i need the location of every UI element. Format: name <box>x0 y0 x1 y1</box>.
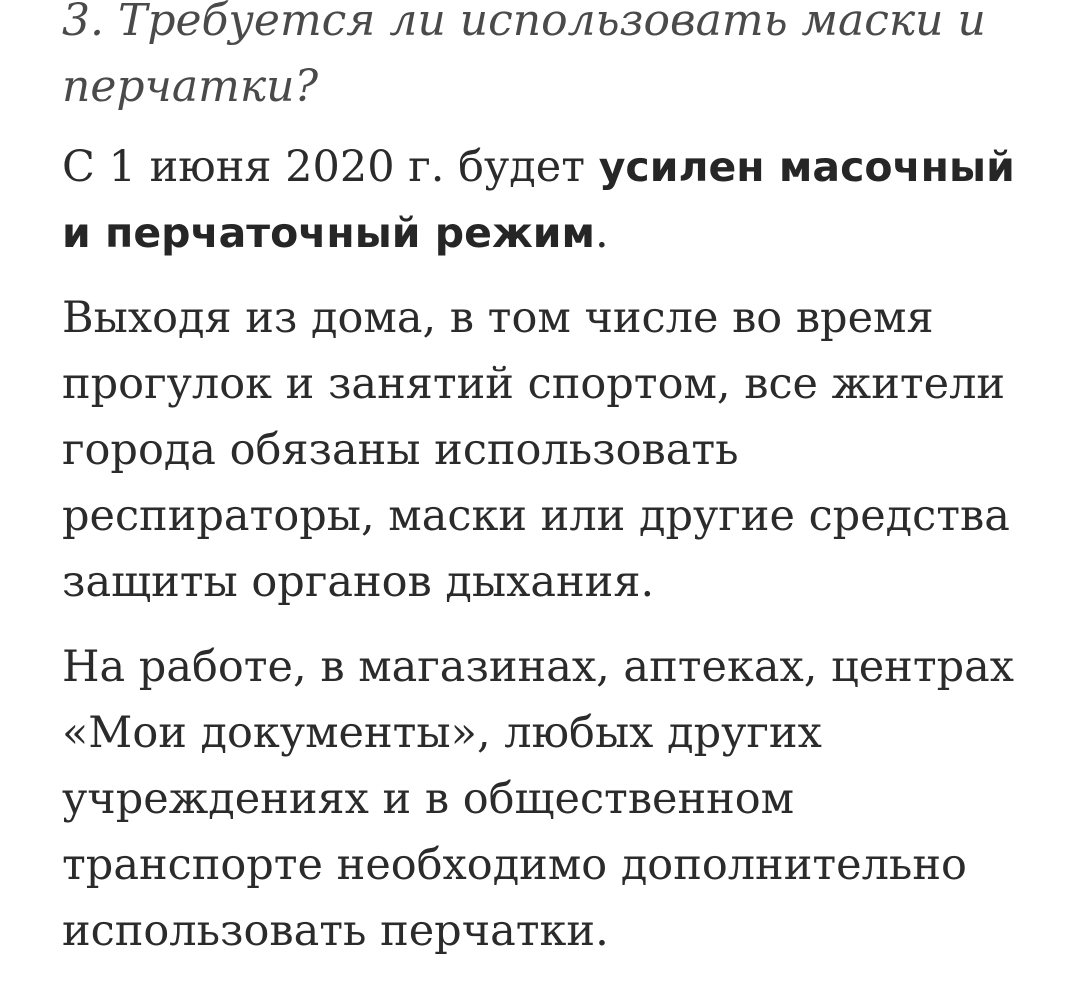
paragraph-intro-text: С 1 июня 2020 г. будет <box>62 142 599 192</box>
article-body <box>62 0 1022 964</box>
paragraph-mask-regime <box>62 134 1022 266</box>
paragraph-gloves: На работе, в магазинах, аптеках, центрах «Мои документы», любых других учреждениях и в общественном транспорте необходимо дополнительно использовать перчатки. <box>62 642 1015 956</box>
question-heading: 3. Требуется ли использовать маски и перчатки? <box>62 0 986 112</box>
emphasis-text: усилен масочный и перчаточный режим <box>62 143 1015 257</box>
paragraph-end-punctuation: . <box>594 208 609 258</box>
paragraph-outdoor-masks: Выходя из дома, в том числе во время прогулок и занятий спортом, все жители города обязаны использовать респираторы, маски или другие средства защиты органов дыхания. <box>62 293 1010 607</box>
